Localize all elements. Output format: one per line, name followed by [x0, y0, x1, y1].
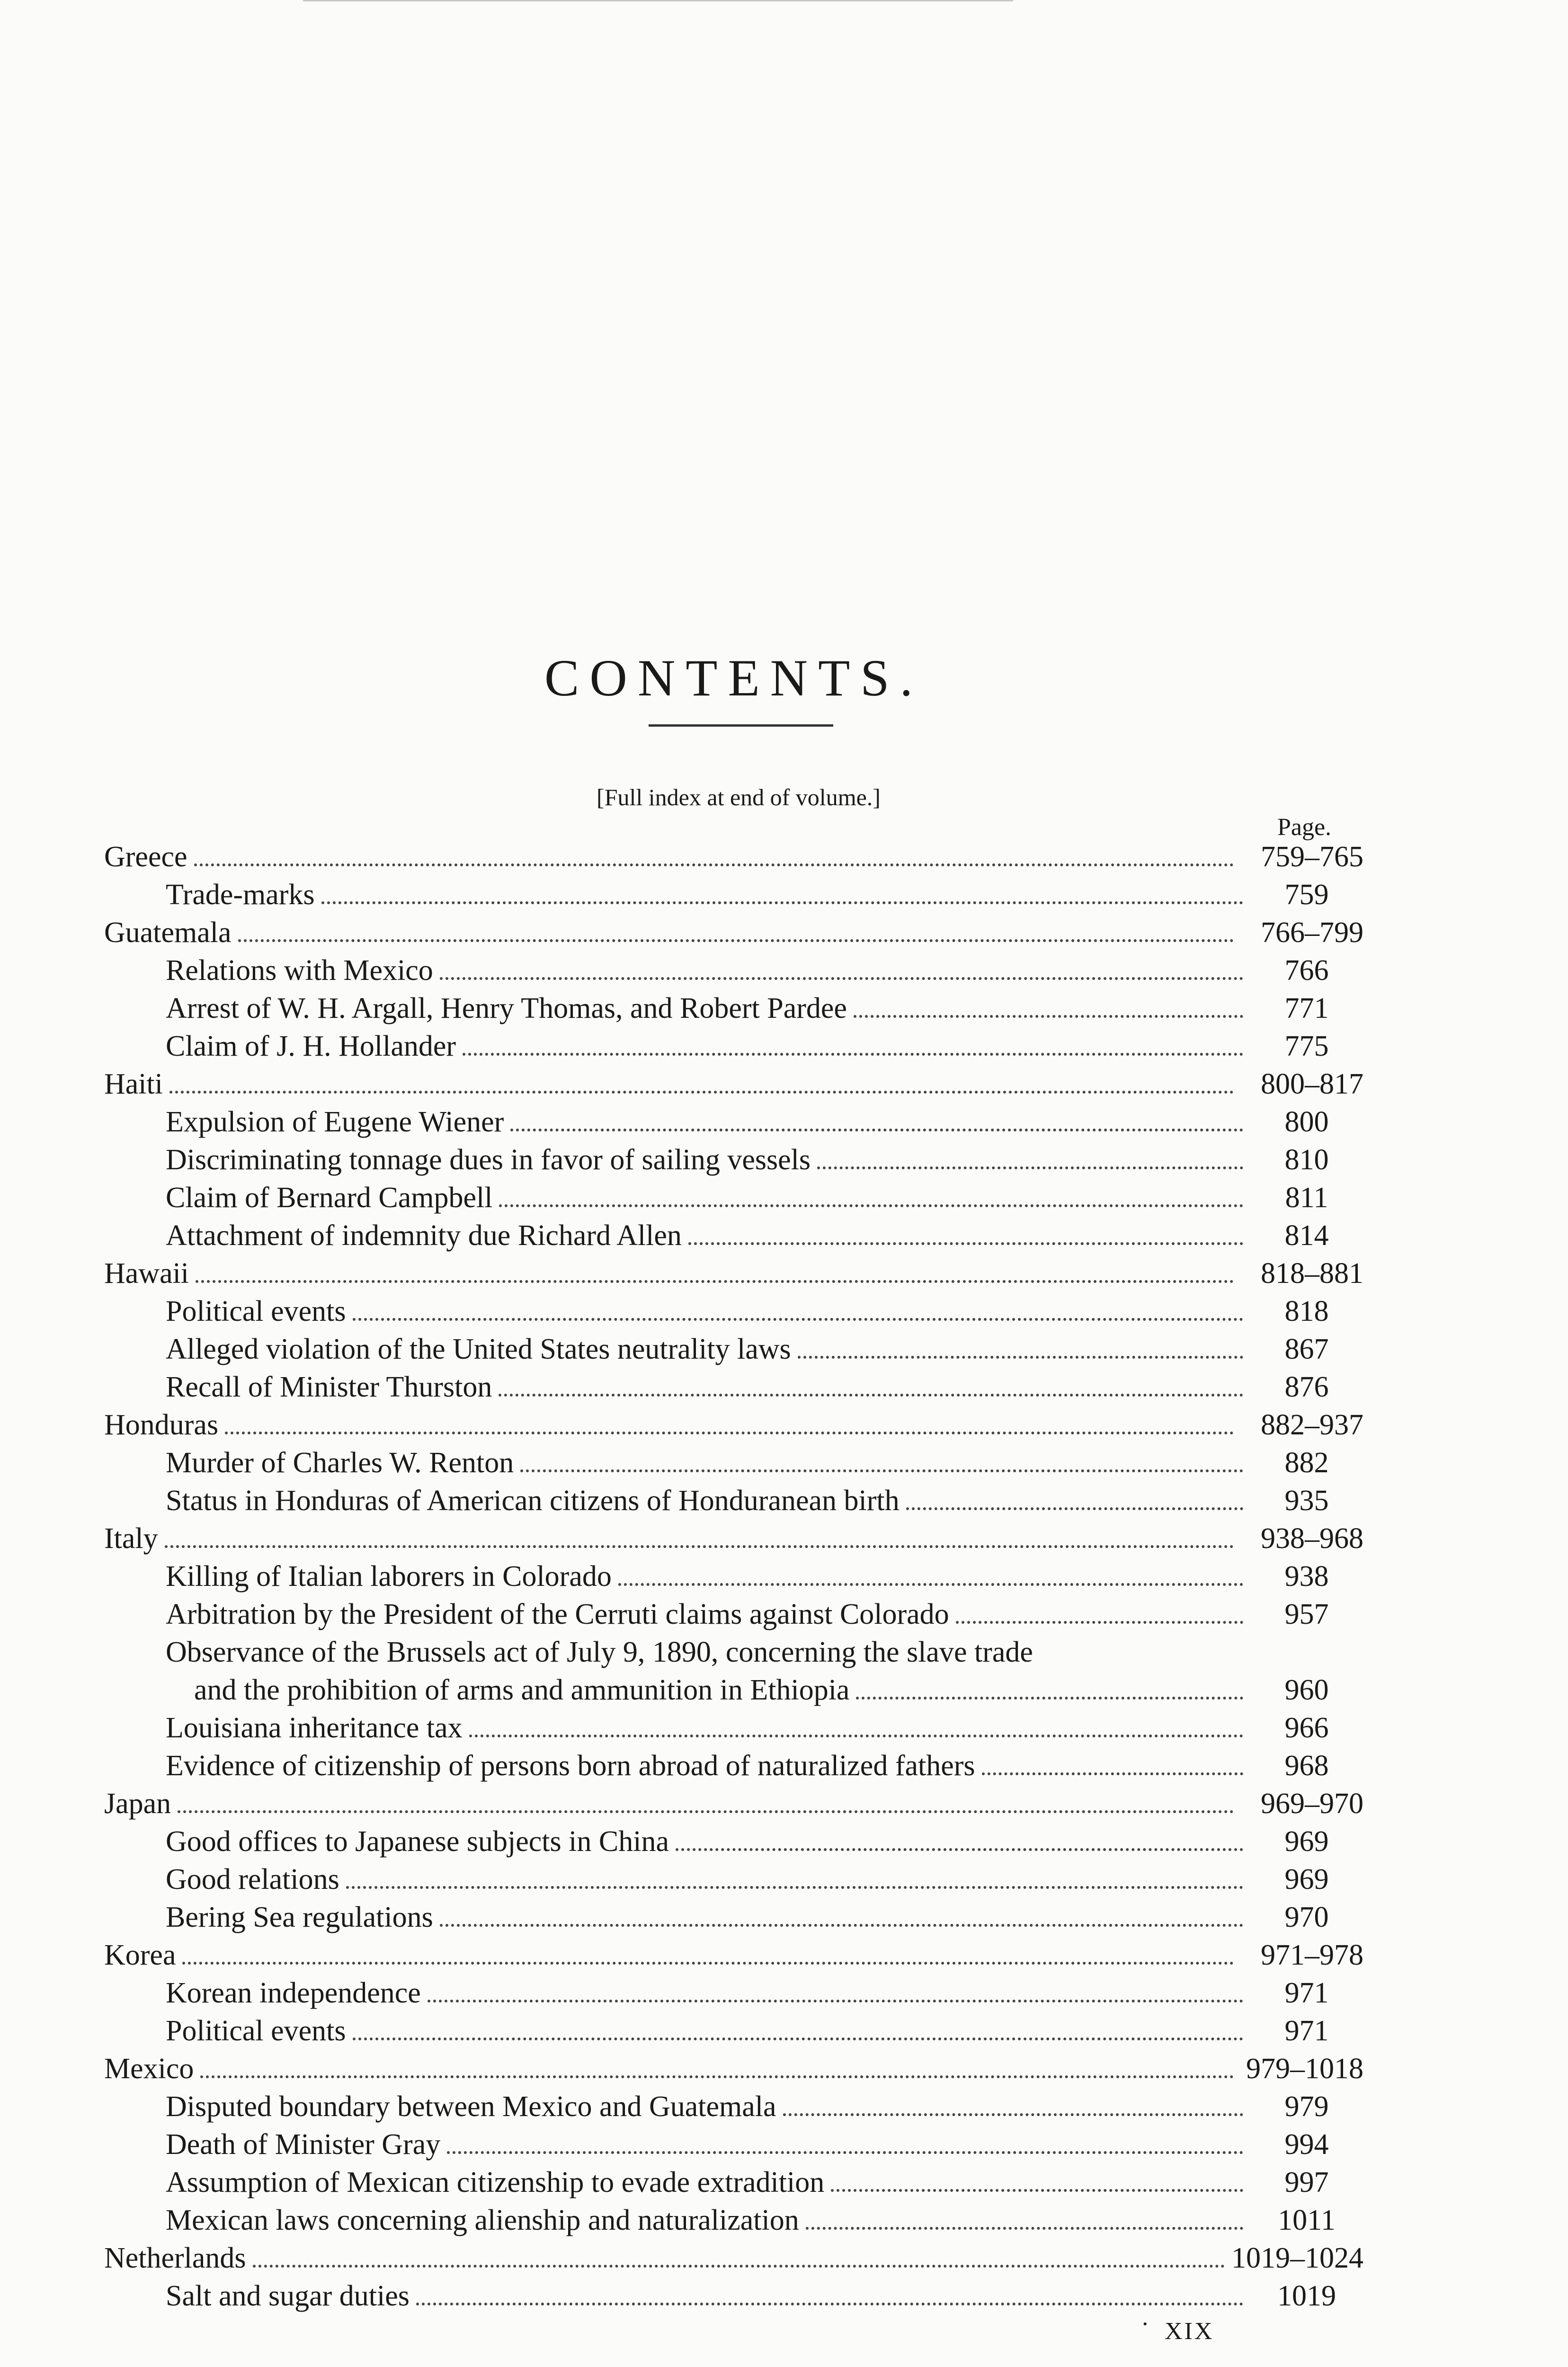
dot-leader	[428, 2000, 1243, 2002]
page-title: CONTENTS.	[544, 649, 923, 707]
dot-leader	[182, 1962, 1234, 1965]
toc-entry-label: Assumption of Mexican citizenship to evade extradition	[166, 2166, 825, 2198]
toc-entry-pages: 800	[1284, 1106, 1329, 1138]
toc-entry	[104, 2126, 1363, 2163]
toc-entry-pages: 968	[1284, 1750, 1329, 1782]
toc-entry-pages: 979	[1284, 2091, 1329, 2123]
toc-entry-pages: 810	[1284, 1144, 1329, 1176]
toc-entry	[104, 1633, 1363, 1671]
toc-entry	[104, 1557, 1363, 1595]
toc-entry-pages: 957	[1284, 1598, 1329, 1630]
toc-entry-label: Political events	[166, 2015, 346, 2047]
toc-entry-label: Salt and sugar duties	[166, 2280, 410, 2312]
dot-leader	[688, 1242, 1243, 1245]
toc-entry-label: Haiti	[104, 1068, 163, 1100]
toc-entry	[104, 1898, 1363, 1936]
toc-entry-continuation	[104, 1671, 1363, 1709]
dot-leader	[469, 1735, 1243, 1737]
dot-leader	[854, 1015, 1243, 1018]
toc-entry	[104, 1823, 1363, 1860]
dot-leader	[346, 1886, 1243, 1889]
dot-leader	[618, 1583, 1243, 1586]
toc-entry-pages: 966	[1284, 1712, 1329, 1744]
toc-entry-label: Trade-marks	[166, 879, 315, 911]
toc-entry-label: Relations with Mexico	[166, 954, 433, 987]
dot-leader	[194, 863, 1234, 866]
toc-entry	[104, 1103, 1363, 1141]
toc-entry	[104, 1860, 1363, 1898]
toc-entry-pages: 882–937	[1261, 1409, 1363, 1441]
toc-country-entry	[104, 2050, 1363, 2088]
toc-entry	[104, 2088, 1363, 2126]
dot-leader	[783, 2113, 1243, 2116]
toc-entry-label: Observance of the Brussels act of July 9, 1890, concerning the slave trade	[166, 1636, 1033, 1668]
toc-entry-label: Claim of Bernard Campbell	[166, 1182, 493, 1214]
index-note: [Full index at end of volume.]	[597, 784, 881, 810]
toc-entry-label: Arbitration by the President of the Cerruti claims against Colorado	[166, 1598, 949, 1630]
toc-entry-pages: 1019–1024	[1231, 2242, 1363, 2274]
toc-entry-label: Discriminating tonnage dues in favor of sailing vessels	[166, 1144, 811, 1176]
dot-leader	[510, 1129, 1243, 1131]
toc-entry	[104, 1179, 1363, 1217]
toc-entry-pages: 1019	[1277, 2280, 1336, 2312]
toc-entry-pages: 818–881	[1261, 1257, 1363, 1290]
page-folio: XIX	[1165, 2318, 1214, 2345]
dot-leader	[416, 2303, 1243, 2305]
toc-entry-pages: 994	[1284, 2128, 1329, 2161]
toc-entry-pages: 800–817	[1261, 1068, 1363, 1100]
dot-leader	[831, 2189, 1243, 2192]
toc-entry-pages: 1011	[1278, 2204, 1336, 2236]
toc-entry-pages: 811	[1285, 1182, 1328, 1214]
toc-entry-pages: 938	[1284, 1560, 1329, 1593]
dot-leader	[200, 2075, 1234, 2078]
toc-entry	[104, 876, 1363, 914]
toc-entry-pages: 979–1018	[1246, 2053, 1363, 2085]
toc-entry-pages: 867	[1284, 1333, 1329, 1365]
toc-entry-label: Italy	[104, 1522, 158, 1555]
dot-leader	[440, 1924, 1243, 1927]
toc-entry-label: Louisiana inheritance tax	[166, 1712, 463, 1744]
dot-leader	[225, 1432, 1234, 1434]
toc-country-entry	[104, 914, 1363, 952]
toc-entry-pages: 960	[1284, 1674, 1329, 1706]
toc-entry-label: Killing of Italian laborers in Colorado	[166, 1560, 612, 1593]
dot-leader	[499, 1394, 1243, 1397]
toc-country-entry	[104, 838, 1363, 876]
toc-entry-label: Guatemala	[104, 917, 232, 949]
toc-entry	[104, 952, 1363, 989]
toc-entry-pages: 876	[1284, 1371, 1329, 1403]
dot-leader	[520, 1469, 1243, 1472]
toc-entry	[104, 1141, 1363, 1179]
dot-leader	[353, 2038, 1243, 2040]
dot-leader	[906, 1507, 1243, 1510]
dot-leader	[196, 1280, 1234, 1283]
dot-leader	[806, 2227, 1243, 2230]
toc-entry-pages: 969	[1284, 1863, 1329, 1895]
toc-entry-pages: 971	[1284, 1977, 1329, 2009]
dot-leader	[321, 901, 1243, 904]
dot-leader	[463, 1053, 1243, 1056]
toc-entry-label: Arrest of W. H. Argall, Henry Thomas, and Robert Pardee	[166, 992, 847, 1024]
page-column-label: Page.	[1277, 814, 1332, 841]
toc-country-entry	[104, 1520, 1363, 1557]
top-edge-rule	[303, 0, 1013, 1]
toc-entry-pages: 969–970	[1261, 1788, 1363, 1820]
toc-country-entry	[104, 1065, 1363, 1103]
dot-leader	[856, 1697, 1243, 1700]
toc-entry	[104, 1444, 1363, 1482]
toc-entry-label: Alleged violation of the United States neutrality laws	[166, 1333, 791, 1365]
toc-entry-pages: 766–799	[1261, 917, 1363, 949]
toc-entry-pages: 766	[1284, 954, 1329, 987]
toc-entry-label: Korean independence	[166, 1977, 421, 2009]
toc-entry-pages: 818	[1284, 1295, 1329, 1327]
toc-entry	[104, 2012, 1363, 2050]
toc-entry	[104, 1368, 1363, 1406]
toc-entry-label: Status in Honduras of American citizens of Honduranean birth	[166, 1485, 900, 1517]
toc-entry-pages: 771	[1284, 992, 1329, 1024]
toc-entry	[104, 1292, 1363, 1330]
toc-country-entry	[104, 1936, 1363, 1974]
toc-entry-label: Evidence of citizenship of persons born abroad of naturalized fathers	[166, 1750, 975, 1782]
toc-entry	[104, 1709, 1363, 1747]
folio-dot: ·	[1141, 2311, 1149, 2338]
toc-entry-label: Good offices to Japanese subjects in China	[166, 1825, 669, 1858]
toc-country-entry	[104, 1406, 1363, 1444]
toc-entry	[104, 2163, 1363, 2201]
title-underline	[649, 724, 833, 727]
dot-leader	[238, 939, 1234, 942]
toc-entry-label-continued: and the prohibition of arms and ammunition in Ethiopia	[194, 1674, 850, 1706]
toc-entry-pages: 938–968	[1261, 1522, 1363, 1555]
dot-leader	[676, 1848, 1243, 1851]
dot-leader	[447, 2151, 1243, 2154]
toc-entry-label: Honduras	[104, 1409, 219, 1441]
toc-entry-label: Netherlands	[104, 2242, 246, 2274]
toc-entry-pages: 814	[1284, 1219, 1329, 1252]
toc-entry-label: Bering Sea regulations	[166, 1901, 433, 1933]
toc-entry-label: Expulsion of Eugene Wiener	[166, 1106, 504, 1138]
toc-entry-label: Korea	[104, 1939, 176, 1971]
toc-entry-label: Hawaii	[104, 1257, 189, 1290]
toc-entry-pages: 970	[1284, 1901, 1329, 1933]
dot-leader	[798, 1356, 1243, 1359]
toc-entry-label: Disputed boundary between Mexico and Guatemala	[166, 2091, 776, 2123]
dot-leader	[440, 977, 1243, 980]
toc-entry-label: Political events	[166, 1295, 346, 1327]
toc-entry-label: Recall of Minister Thurston	[166, 1371, 492, 1403]
dot-leader	[169, 1091, 1234, 1094]
toc-entry	[104, 2277, 1363, 2315]
toc-entry	[104, 1974, 1363, 2012]
toc-entry	[104, 1595, 1363, 1633]
dot-leader	[982, 1772, 1243, 1775]
toc-entry-label: Attachment of indemnity due Richard Allen	[166, 1219, 682, 1252]
toc-entry-label: Claim of J. H. Hollander	[166, 1030, 456, 1062]
toc-entry-label: Greece	[104, 841, 187, 873]
toc-entry	[104, 989, 1363, 1027]
dot-leader	[499, 1204, 1243, 1207]
dot-leader	[956, 1621, 1243, 1624]
toc-entry-pages: 935	[1284, 1485, 1329, 1517]
toc-entry-label: Good relations	[166, 1863, 339, 1895]
table-of-contents	[104, 838, 1363, 2315]
toc-entry-label: Death of Minister Gray	[166, 2128, 441, 2161]
toc-entry	[104, 2201, 1363, 2239]
toc-entry-pages: 775	[1284, 1030, 1329, 1062]
toc-entry-pages: 997	[1284, 2166, 1329, 2198]
toc-entry-label: Mexico	[104, 2053, 194, 2085]
toc-entry-pages: 759	[1284, 879, 1329, 911]
toc-entry-pages: 759–765	[1261, 841, 1363, 873]
toc-entry	[104, 1482, 1363, 1520]
dot-leader	[817, 1166, 1243, 1169]
toc-entry-pages: 971–978	[1261, 1939, 1363, 1971]
toc-country-entry	[104, 2239, 1363, 2277]
toc-entry-pages: 882	[1284, 1447, 1329, 1479]
toc-entry-pages: 969	[1284, 1825, 1329, 1858]
toc-entry	[104, 1747, 1363, 1785]
dot-leader	[165, 1545, 1234, 1548]
toc-entry-label: Mexican laws concerning alienship and naturalization	[166, 2204, 799, 2236]
toc-country-entry	[104, 1255, 1363, 1292]
toc-entry-label: Murder of Charles W. Renton	[166, 1447, 514, 1479]
dot-leader	[178, 1810, 1234, 1813]
dot-leader	[353, 1318, 1243, 1321]
toc-entry	[104, 1330, 1363, 1368]
toc-entry-pages: 971	[1284, 2015, 1329, 2047]
toc-entry	[104, 1027, 1363, 1065]
dot-leader	[253, 2265, 1225, 2268]
toc-country-entry	[104, 1785, 1363, 1823]
toc-entry	[104, 1217, 1363, 1255]
toc-entry-label: Japan	[104, 1788, 171, 1820]
